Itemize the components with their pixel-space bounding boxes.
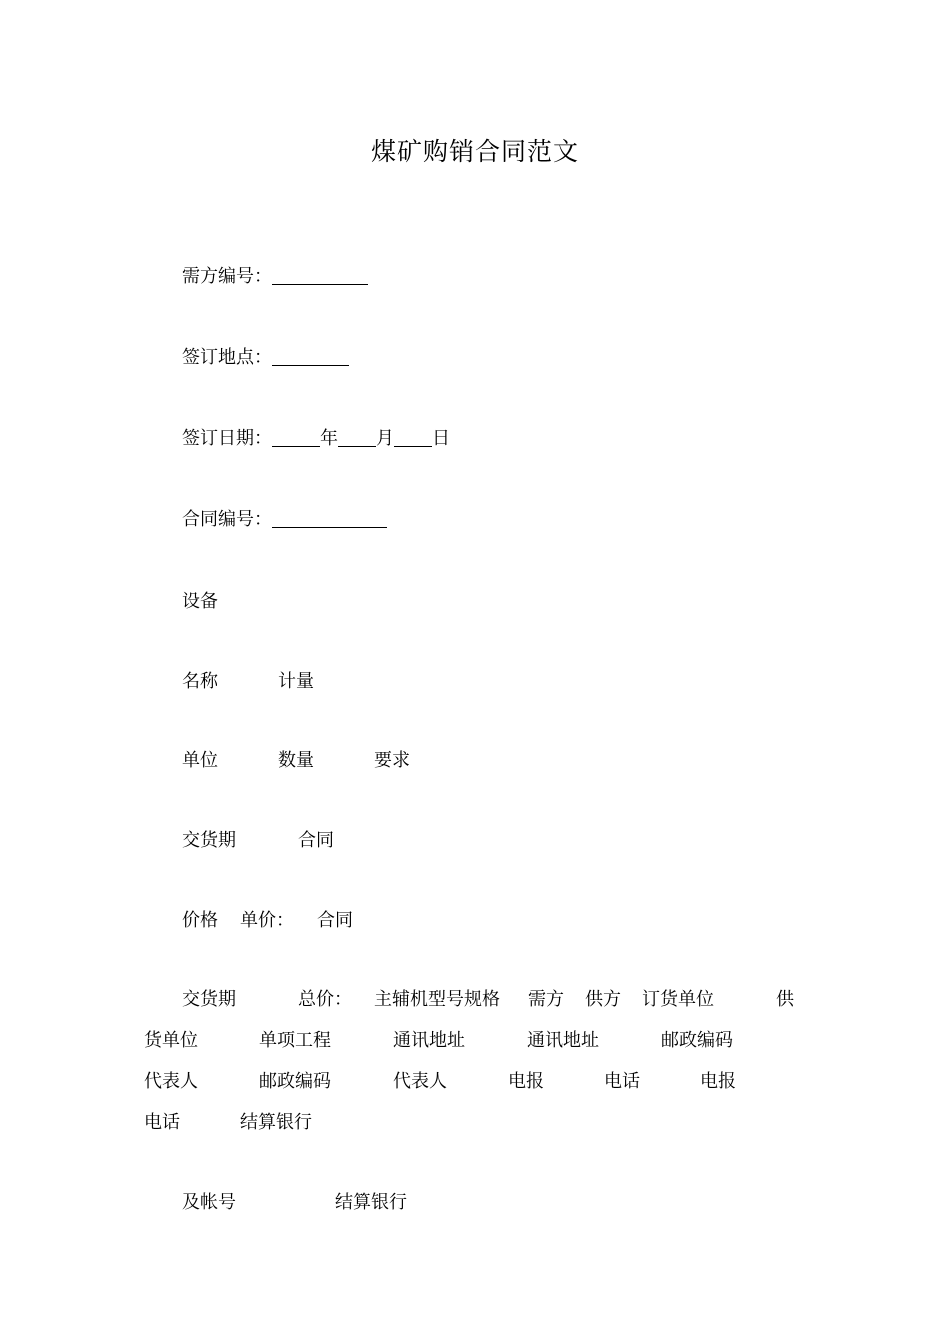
unit-price-text: 单价：: [240, 910, 294, 931]
sign-date-label: 签订日期：: [182, 428, 272, 449]
sign-place-line: [182, 345, 349, 371]
delivery2-text: 交货期: [182, 989, 236, 1010]
sign-place-blank: [272, 347, 349, 366]
year-blank: [272, 428, 320, 447]
sign-date-line: [182, 426, 450, 452]
buyer-number-line: [182, 264, 368, 290]
account-text: 及帐号: [182, 1192, 236, 1213]
requirement-text: 要求: [374, 750, 410, 771]
year-label: 年: [320, 428, 338, 449]
contract2-text: 合同: [317, 910, 353, 931]
address2-text: 通讯地址: [527, 1030, 599, 1051]
supply-unit-part2-text: 货单位: [144, 1030, 198, 1051]
equipment-text: 设备: [182, 591, 218, 612]
phone1-text: 电话: [604, 1071, 640, 1092]
spec-text: 主辅机型号规格: [374, 989, 500, 1010]
contract-number-blank: [272, 509, 387, 528]
day-blank: [394, 428, 432, 447]
rep1-text: 代表人: [144, 1071, 198, 1092]
order-unit-text: 订货单位: [642, 989, 714, 1010]
name-text: 名称: [182, 671, 218, 692]
delivery-text: 交货期: [182, 830, 236, 851]
measure-text: 计量: [278, 671, 314, 692]
contract-number-label: 合同编号：: [182, 509, 272, 530]
telegram2-text: 电报: [700, 1071, 736, 1092]
postcode2-text: 邮政编码: [259, 1071, 331, 1092]
bank1-text: 结算银行: [240, 1112, 312, 1133]
total-price-text: 总价：: [298, 989, 352, 1010]
document-title: 煤矿购销合同范文: [370, 137, 579, 166]
month-blank: [338, 428, 376, 447]
unit-text: 单位: [182, 750, 218, 771]
contract-text: 合同: [298, 830, 334, 851]
price-text: 价格: [182, 910, 218, 931]
rep2-text: 代表人: [393, 1071, 447, 1092]
month-label: 月: [376, 428, 394, 449]
day-label: 日: [432, 428, 450, 449]
sign-place-label: 签订地点：: [182, 347, 272, 368]
postcode1-text: 邮政编码: [661, 1030, 733, 1051]
quantity-text: 数量: [278, 750, 314, 771]
contract-number-line: [182, 507, 387, 533]
address1-text: 通讯地址: [393, 1030, 465, 1051]
bank2-text: 结算银行: [335, 1192, 407, 1213]
supply-unit-part1-text: 供: [776, 989, 794, 1010]
buyer-number-label: 需方编号：: [182, 266, 272, 287]
telegram1-text: 电报: [508, 1071, 544, 1092]
phone2-text: 电话: [144, 1112, 180, 1133]
project-text: 单项工程: [259, 1030, 331, 1051]
buyer-text: 需方: [528, 989, 564, 1010]
buyer-number-blank: [272, 266, 368, 285]
supplier-text: 供方: [585, 989, 621, 1010]
